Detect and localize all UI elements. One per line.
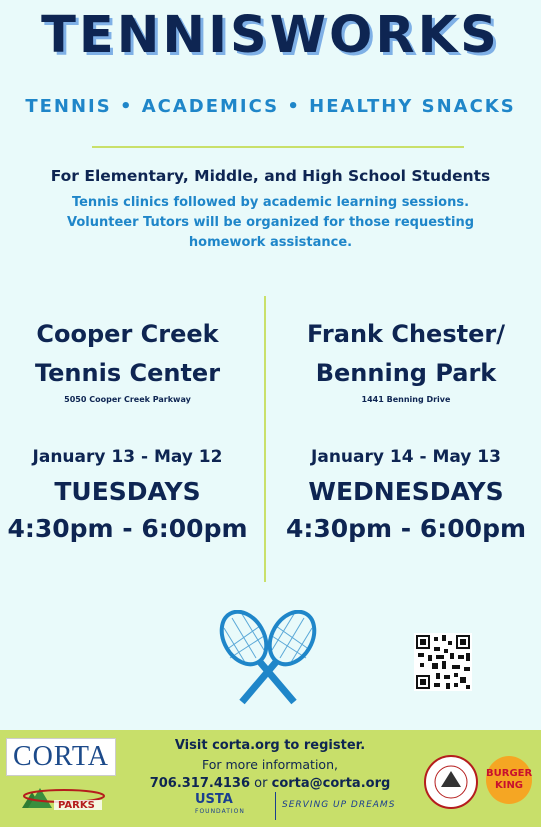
more-info-text: For more information, (202, 757, 338, 772)
venue-name-line: Frank Chester/ (307, 320, 505, 348)
parks-logo (18, 782, 110, 812)
tennis-rackets-icon (208, 610, 328, 706)
session-dates: January 14 - May 13 (311, 447, 501, 467)
usta-foundation-text: FOUNDATION (195, 808, 245, 815)
corta-logo: CORTA (6, 738, 116, 776)
burger-king-logo: BURGER KING (486, 756, 532, 804)
program-description (40, 193, 501, 253)
contact-info (130, 738, 410, 791)
description-line: Tennis clinics followed by academic learning sessions. (71, 195, 470, 210)
description-line: Volunteer Tutors will be organized for those requesting homework assistance. (66, 215, 475, 250)
or-text: or (254, 776, 268, 791)
venue-name (0, 315, 255, 393)
audience-heading: For Elementary, Middle, and High School Students (50, 167, 491, 185)
usta-logo: USTA (195, 792, 233, 807)
register-text: Visit corta.org to register. (174, 738, 366, 753)
session-day: TUESDAYS (54, 477, 201, 506)
column-divider (264, 296, 266, 582)
parks-logo-text: PARKS (58, 800, 95, 811)
phone-number[interactable]: 706.317.4136 (149, 776, 251, 791)
venue-address: 5050 Cooper Creek Parkway (64, 395, 191, 404)
logo-separator (275, 792, 276, 820)
serving-up-dreams-text: SERVING UP DREAMS (282, 800, 396, 810)
venue-name-line: Cooper Creek (36, 320, 219, 348)
footer-banner (0, 730, 541, 827)
city-seal-logo (424, 755, 478, 809)
page-title: TENNISWORKS (41, 6, 500, 65)
venue-name (280, 315, 532, 393)
session-dates: January 13 - May 12 (32, 447, 223, 467)
location-cooper-creek (0, 315, 255, 543)
venue-address: 1441 Benning Drive (361, 395, 451, 404)
session-time: 4:30pm - 6:00pm (7, 514, 248, 543)
venue-name-line: Benning Park (315, 359, 497, 387)
qr-code-icon[interactable] (414, 633, 472, 691)
seal-icon (426, 757, 476, 807)
email-link[interactable]: corta@corta.org (271, 776, 391, 791)
tagline: TENNIS • ACADEMICS • HEALTHY SNACKS (25, 96, 516, 117)
session-time: 4:30pm - 6:00pm (285, 514, 527, 543)
location-benning-park (280, 315, 532, 543)
top-divider (92, 146, 464, 148)
contact-line (130, 776, 410, 791)
session-day: WEDNESDAYS (308, 477, 504, 506)
venue-name-line: Tennis Center (34, 359, 221, 387)
